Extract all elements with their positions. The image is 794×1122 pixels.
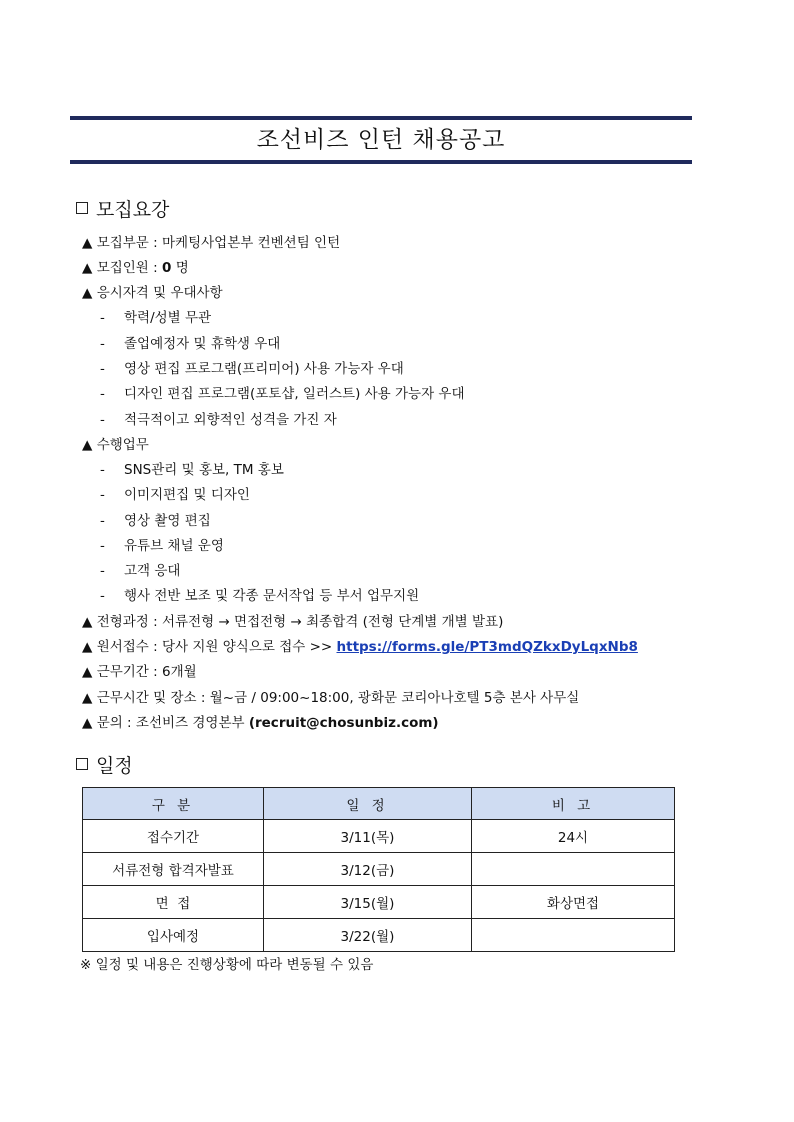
triangle-bullet-icon: ▲ (82, 235, 93, 251)
duty-item (100, 483, 250, 503)
table-cell: 3/22(월) (264, 919, 472, 952)
triangle-bullet-icon: ▲ (82, 690, 93, 706)
qual-item (100, 306, 211, 326)
duty-item (100, 559, 180, 579)
triangle-bullet-icon: ▲ (82, 260, 93, 276)
duty-item (100, 534, 224, 554)
table-cell: 24시 (472, 820, 675, 853)
section-recruit (76, 195, 169, 222)
duty-text: 영상 촬영 편집 (124, 513, 211, 529)
qual-item (100, 357, 404, 377)
item-period (82, 660, 197, 680)
table-row (83, 886, 675, 919)
dash-bullet: - (100, 487, 105, 503)
duty-item (100, 509, 211, 529)
table-cell: 3/15(월) (264, 886, 472, 919)
section-title: 모집요강 (96, 199, 170, 221)
apply-form-link[interactable]: https://forms.gle/PT3mdQZkxDyLqxNb8 (336, 639, 638, 655)
duty-item (100, 584, 419, 604)
triangle-bullet-icon: ▲ (82, 285, 93, 301)
section-title: 일정 (96, 755, 133, 777)
dash-bullet: - (100, 513, 105, 529)
item-label: 모집인원 : (96, 260, 158, 276)
item-value: 월~금 / 09:00~18:00, 광화문 코리아나호텔 5층 본사 사무실 (209, 690, 580, 706)
dash-bullet: - (100, 361, 105, 377)
item-label: 수행업무 (96, 437, 149, 453)
dash-bullet: - (100, 563, 105, 579)
item-label: 응시자격 및 우대사항 (96, 285, 223, 301)
section-schedule (76, 751, 133, 778)
item-label: 근무기간 : (96, 664, 158, 680)
item-label: 문의 : (96, 715, 132, 731)
item-label: 모집부문 : (96, 235, 158, 251)
dash-bullet: - (100, 538, 105, 554)
qual-text: 졸업예정자 및 휴학생 우대 (124, 336, 281, 352)
table-cell: 화상면접 (472, 886, 675, 919)
item-contact (82, 711, 439, 731)
triangle-bullet-icon: ▲ (82, 639, 93, 655)
square-bullet-icon (76, 202, 88, 214)
item-unit: 명 (175, 260, 189, 276)
table-cell: 서류전형 합격자발표 (83, 853, 264, 886)
contact-email: (recruit@chosunbiz.com) (248, 715, 439, 731)
table-row (83, 919, 675, 952)
table-cell (472, 919, 675, 952)
item-value: 마케팅사업본부 컨벤션팀 인턴 (162, 235, 341, 251)
table-header-row (83, 788, 675, 820)
item-qual (82, 281, 223, 301)
item-value: 0 (162, 260, 172, 276)
qual-text: 디자인 편집 프로그램(포토샵, 일러스트) 사용 가능자 우대 (124, 386, 465, 402)
table-cell: 입사예정 (83, 919, 264, 952)
table-cell: 3/11(목) (264, 820, 472, 853)
table-cell: 면 접 (83, 886, 264, 919)
table-cell: 접수기간 (83, 820, 264, 853)
qual-item (100, 332, 280, 352)
page-title: 조선비즈 인턴 채용공고 (256, 127, 506, 153)
item-hours (82, 686, 579, 706)
qual-text: 적극적이고 외향적인 성격을 가진 자 (124, 412, 337, 428)
item-label: 근무시간 및 장소 : (96, 690, 206, 706)
dash-bullet: - (100, 386, 105, 402)
dash-bullet: - (100, 412, 105, 428)
dash-bullet: - (100, 336, 105, 352)
table-header: 비 고 (472, 788, 675, 820)
triangle-bullet-icon: ▲ (82, 715, 93, 731)
qual-item (100, 382, 465, 402)
item-value: 서류전형 → 면접전형 → 최종합격 (전형 단계별 개별 발표) (162, 614, 504, 630)
schedule-table (82, 787, 675, 952)
table-cell (472, 853, 675, 886)
item-dept (82, 231, 340, 251)
table-header: 일 정 (264, 788, 472, 820)
triangle-bullet-icon: ▲ (82, 437, 93, 453)
schedule-note: ※ 일정 및 내용은 진행상황에 따라 변동될 수 있음 (80, 957, 374, 973)
item-duty (82, 433, 149, 453)
duty-text: 행사 전반 보조 및 각종 문서작업 등 부서 업무지원 (124, 588, 420, 604)
duty-text: SNS관리 및 홍보, TM 홍보 (124, 462, 284, 478)
qual-text: 학력/성별 무관 (124, 310, 212, 326)
table-row (83, 853, 675, 886)
dash-bullet: - (100, 462, 105, 478)
triangle-bullet-icon: ▲ (82, 664, 93, 680)
table-row (83, 820, 675, 853)
title-bottom-rule (70, 160, 692, 164)
item-count (82, 256, 189, 276)
duty-item (100, 458, 284, 478)
item-process (82, 610, 503, 630)
item-value: 6개월 (162, 664, 197, 680)
dash-bullet: - (100, 310, 105, 326)
duty-text: 유튜브 채널 운영 (124, 538, 224, 554)
item-label: 전형과정 : (96, 614, 158, 630)
table-header: 구 분 (83, 788, 264, 820)
triangle-bullet-icon: ▲ (82, 614, 93, 630)
item-value: 조선비즈 경영본부 (135, 715, 245, 731)
item-value: 당사 지원 양식으로 접수 >> (162, 639, 333, 655)
item-label: 원서접수 : (96, 639, 158, 655)
duty-text: 고객 응대 (124, 563, 181, 579)
square-bullet-icon (76, 758, 88, 770)
duty-text: 이미지편집 및 디자인 (124, 487, 250, 503)
dash-bullet: - (100, 588, 105, 604)
qual-text: 영상 편집 프로그램(프리미어) 사용 가능자 우대 (124, 361, 404, 377)
item-apply (82, 635, 638, 655)
qual-item (100, 408, 337, 428)
table-cell: 3/12(금) (264, 853, 472, 886)
